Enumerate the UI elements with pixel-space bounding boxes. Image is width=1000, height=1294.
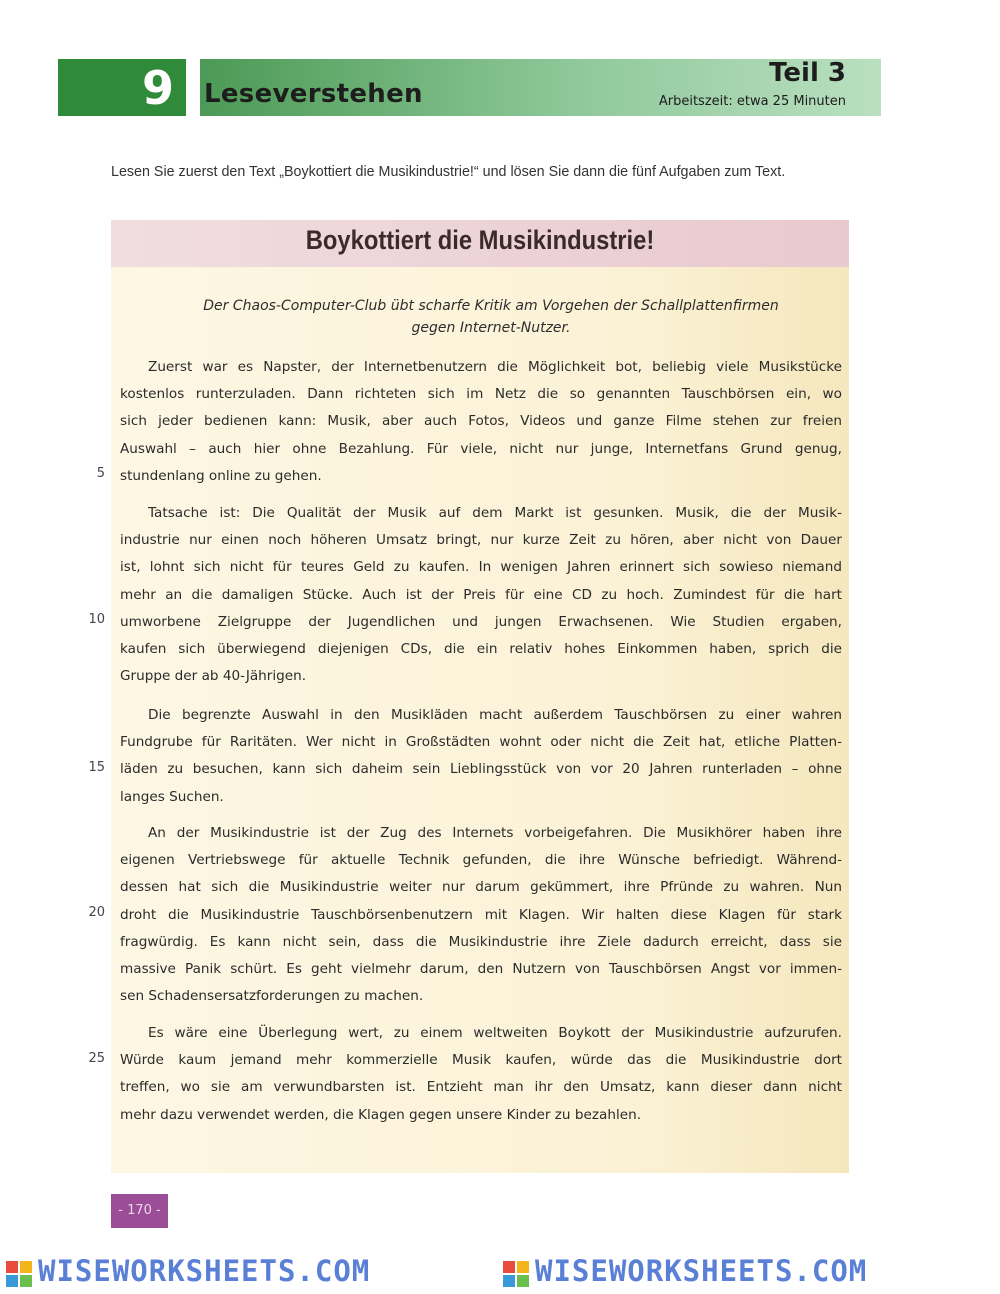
watermark <box>6 1254 370 1288</box>
text-line: Zuerst war es Napster, der Internetbenutzern die Möglichkeit bot, beliebig viele Musikstücke <box>148 359 842 375</box>
text-line: kostenlos runterzuladen. Dann richteten sich im Netz die so genannten Tauschbörsen ein, wo <box>120 386 842 403</box>
article-box <box>111 220 849 1173</box>
text-line: sich jeder bedienen kann: Musik, aber auch Fotos, Videos und ganze Filme stehen zur freien <box>120 413 842 430</box>
watermark-text: WISEWORKSHEETS.COM <box>38 1254 371 1288</box>
line-number: 20 <box>88 905 105 920</box>
text-line: läden zu besuchen, kann sich daheim sein Lieblingsstück von vor 20 Jahren runterladen – ohne <box>120 761 842 778</box>
text-line: eigenen Vertriebswege für aktuelle Technik gefunden, die ihre Wünsche befriedigt. Während- <box>120 852 842 869</box>
section-number-badge <box>58 59 186 116</box>
section-header <box>58 59 881 116</box>
text-line: Die begrenzte Auswahl in den Musikläden macht außerdem Tauschbörsen zu einer wahren <box>148 707 842 723</box>
text-line: Gruppe der ab 40-Jährigen. <box>120 668 307 685</box>
instructions-text: Lesen Sie zuerst den Text „Boykottiert die Musikindustrie!“ und lösen Sie dann die fünf Aufgaben zum Text. <box>111 164 786 180</box>
line-number: 5 <box>96 466 105 481</box>
line-number: 15 <box>88 760 105 775</box>
text-line: stundenlang online zu gehen. <box>120 467 322 484</box>
watermark-footer <box>0 1252 1000 1291</box>
text-line: droht die Musikindustrie Tauschbörsenbenutzern mit Klagen. Wir halten diese Klagen für stark <box>120 906 842 923</box>
watermark-text: WISEWORKSHEETS.COM <box>535 1254 868 1288</box>
logo-icon <box>503 1260 529 1286</box>
part-label: Teil 3 <box>769 58 846 88</box>
header-band <box>200 59 881 116</box>
page-number: - 170 - <box>111 1194 168 1228</box>
text-line: Tatsache ist: Die Qualität der Musik auf dem Markt ist gesunken. Musik, die der Musik- <box>148 505 842 521</box>
paragraph <box>120 500 842 690</box>
header-divider <box>186 59 200 116</box>
line-number: 10 <box>88 612 105 627</box>
section-number: 9 <box>141 61 174 115</box>
text-line: Fundgrube für Raritäten. Wer nicht in Großstädten wohnt oder nicht die Zeit hat, etliche Platten- <box>120 734 842 751</box>
time-label: Arbeitszeit: etwa 25 Minuten <box>658 94 846 109</box>
text-line: ist, lohnt sich nicht für teures Geld zu kaufen. In wenigen Jahren erinnert sich sowieso niemand <box>120 559 842 576</box>
paragraph <box>120 702 842 811</box>
subtitle-line: Der Chaos-Computer-Club übt scharfe Kritik am Vorgehen der Schallplattenfirmen <box>203 298 779 314</box>
article-subtitle <box>171 295 811 339</box>
text-line: langes Suchen. <box>120 788 224 805</box>
text-line: industrie nur einen noch höheren Umsatz bringt, nur kurze Zeit zu hören, aber nicht von Dauer <box>120 532 842 549</box>
paragraph <box>120 354 842 490</box>
text-line: fragwürdig. Es kann nicht sein, dass die Musikindustrie ihre Ziele dadurch erreicht, dass sie <box>120 933 842 950</box>
text-line: Würde kaum jemand mehr kommerzielle Musik kaufen, würde das die Musikindustrie dort <box>120 1052 842 1069</box>
watermark <box>503 1254 867 1288</box>
article-title: Boykottiert die Musikindustrie! <box>305 225 655 255</box>
line-number: 25 <box>88 1051 105 1066</box>
text-line: An der Musikindustrie ist der Zug des Internets vorbeigefahren. Die Musikhörer haben ihre <box>148 825 842 841</box>
text-line: kaufen sich überwiegend diejenigen CDs, die ein relativ hohes Einkommen haben, sprich die <box>120 640 842 657</box>
text-line: dessen hat sich die Musikindustrie weiter nur darum gekümmert, ihre Pfründe zu wahren. Nun <box>120 879 842 896</box>
text-line: Es wäre eine Überlegung wert, zu einem weltweiten Boykott der Musikindustrie aufzurufen. <box>148 1025 842 1041</box>
text-line: Auswahl – auch hier ohne Bezahlung. Für viele, nicht nur junge, Internetfans Grund genug, <box>120 440 842 457</box>
text-line: mehr dazu verwendet werden, die Klagen gegen unsere Kinder zu bezahlen. <box>120 1106 642 1123</box>
text-line: massive Panik schürt. Es geht vielmehr darum, den Nutzern von Tauschbörsen Angst vor immen- <box>120 960 842 977</box>
paragraph <box>120 1020 842 1129</box>
text-line: mehr an die damaligen Stücke. Auch ist der Preis für eine CD zu hoch. Zumindest für die hart <box>120 586 842 603</box>
text-line: sen Schadensersatzforderungen zu machen. <box>120 988 424 1005</box>
section-title: Leseverstehen <box>204 79 423 109</box>
text-line: umworbene Zielgruppe der Jugendlichen und jungen Erwachsenen. Wie Studien ergaben, <box>120 613 842 630</box>
paragraph <box>120 820 842 1010</box>
text-line: treffen, wo sie am verwundbarsten ist. Entzieht man ihr den Umsatz, kann dieser dann nicht <box>120 1079 842 1096</box>
logo-icon <box>6 1260 32 1286</box>
subtitle-line: gegen Internet-Nutzer. <box>411 320 571 336</box>
